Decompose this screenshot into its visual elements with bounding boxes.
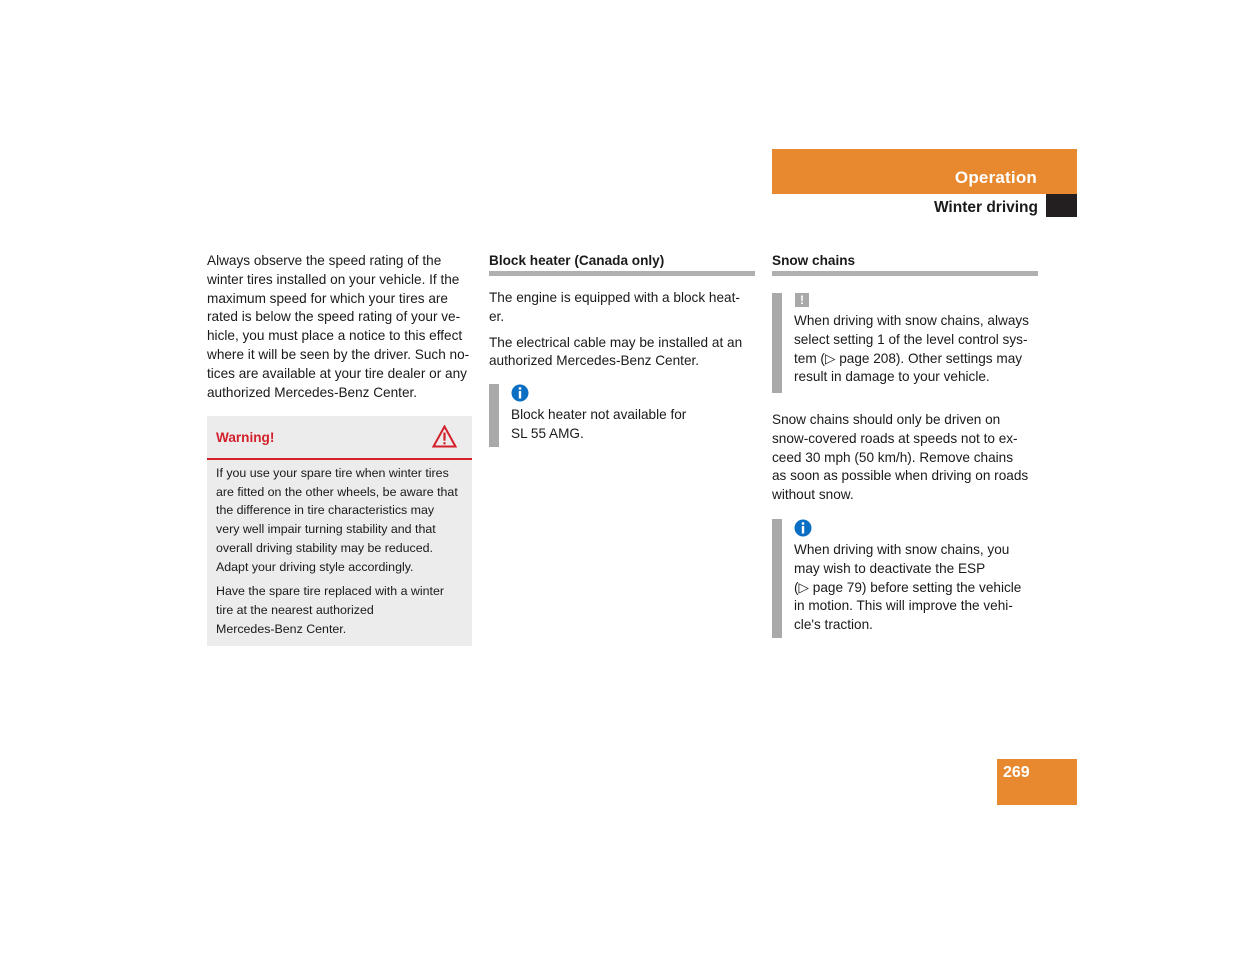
warning-paragraph-2: Have the spare tire replaced with a winter tire at the nearest authorized Mercedes-Benz Center. [216,584,444,636]
column-right [772,252,1038,276]
snow-chains-heading: Snow chains [772,252,1038,276]
section-title: Operation [954,168,1037,187]
warning-title: Warning! [216,430,275,445]
warning-paragraph-1: If you use your spare tire when winter tires are fitted on the other wheels, be aware that the difference in tire characteristics may very well impair turning stability and that overall driving stability may be reduced. Adapt your driving style accordingly. [216,466,458,574]
info-icon [511,384,529,402]
block-heater-paragraph-1: The engine is equipped with a block heat- er. [489,290,740,324]
caution-icon: ! [795,293,809,307]
intro-paragraph: Always observe the speed rating of the winter tires installed on your vehicle. If the maximum speed for which your tires are rated is below the speed rating of your ve- hicle, you must place a notice to this effect where it will be seen by the driver. Such no- tices are available at your tire dealer or any authorized Mercedes-Benz Center. [207,253,470,400]
warning-body [216,464,466,638]
page-number: 269 [1003,764,1030,781]
snow-chains-paragraph: Snow chains should only be driven on snow-covered roads at speeds not to ex- ceed 30 mph (50 km/h). Remove chains as soon as possible when driving on roads without snow. [772,412,1029,503]
info-icon [794,519,812,537]
subsection-title: Winter driving [933,199,1038,216]
column-middle [489,252,755,371]
info-note-text: When driving with snow chains, you may wish to deactivate the ESP (▷ page 79) before setting the vehicle in motion. This will improve the vehi- cle's traction. [794,542,1022,633]
chapter-marker [1046,194,1077,217]
page-number-box [997,759,1077,805]
block-heater-heading: Block heater (Canada only) [489,252,755,276]
section-tab [772,149,1077,194]
column-left [207,252,475,402]
snow-chains-caution-note [772,293,1042,393]
snow-chains-info-note [772,519,1038,638]
block-heater-info-note [489,384,755,447]
warning-header [207,416,472,460]
info-note-text: Block heater not available for SL 55 AMG. [511,407,687,441]
warning-triangle-icon [432,425,457,453]
warning-box [207,416,472,646]
caution-note-text: When driving with snow chains, always select setting 1 of the level control sys- tem (▷ page 208). Other settings may result in damage to your vehicle. [794,313,1029,385]
block-heater-paragraph-2: The electrical cable may be installed at an authorized Mercedes-Benz Center. [489,334,743,369]
